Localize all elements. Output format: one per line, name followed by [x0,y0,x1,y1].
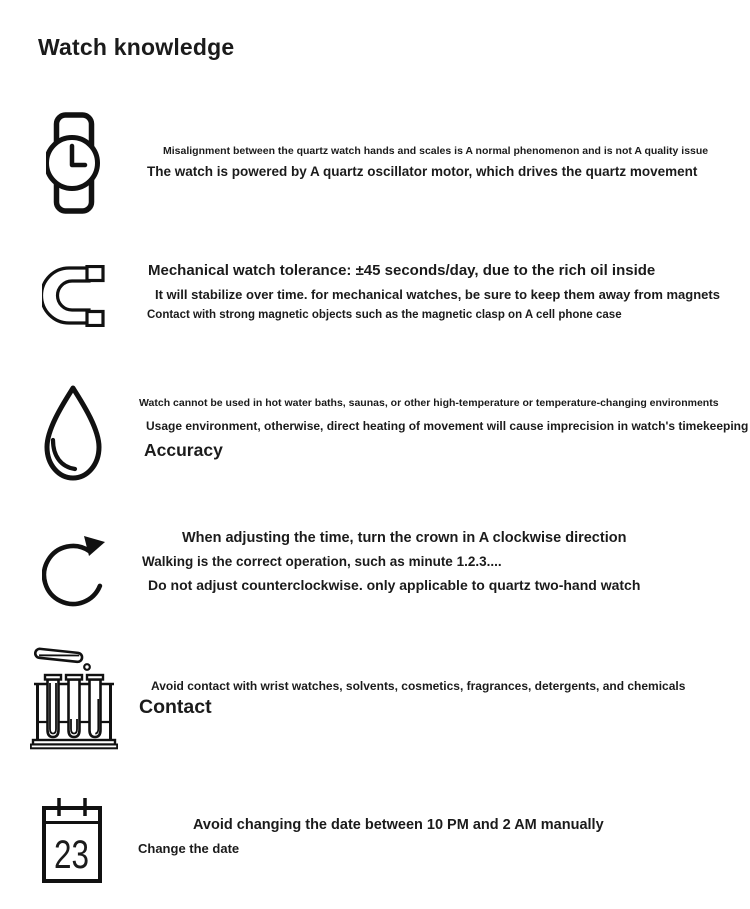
section-quartz-note: Misalignment between the quartz watch hands and scales is A normal phenomenon and is not A quality issue [163,145,709,157]
section-magnet-sub: It will stabilize over time. for mechanical watches, be sure to keep them away from magnets [155,287,720,302]
section-temperature-sub: Usage environment, otherwise, direct heating of movement will cause imprecision in watch's timekeeping [146,419,749,433]
test-tubes-icon [30,644,118,750]
section-magnet-main: Mechanical watch tolerance: ±45 seconds/day, due to the rich oil inside [148,262,656,279]
clockwise-rotation-icon [42,527,110,615]
calendar-day-number: 23 [54,833,89,877]
section-crown-main: When adjusting the time, turn the crown in A clockwise direction [182,530,627,546]
calendar-icon [40,795,104,884]
water-drop-icon [40,384,106,484]
section-quartz-main: The watch is powered by A quartz oscillator motor, which drives the quartz movement [147,164,698,179]
section-magnet-note: Contact with strong magnetic objects such as the magnetic clasp on A cell phone case [147,309,622,321]
section-date-main: Avoid changing the date between 10 PM and 2 AM manually [193,817,604,833]
section-chemicals-note: Avoid contact with wrist watches, solvents, cosmetics, fragrances, detergents, and chemicals [151,679,686,693]
section-temperature-note: Watch cannot be used in hot water baths, saunas, or other high-temperature or temperature-changing environments [139,397,719,409]
section-crown-sub: Walking is the correct operation, such as minute 1.2.3.... [142,554,502,569]
watch-icon [46,112,102,214]
magnet-icon [42,265,106,327]
page-title: Watch knowledge [38,34,235,60]
section-date-sub: Change the date [138,841,240,856]
section-contact-heading: Contact [139,696,212,718]
section-accuracy-heading: Accuracy [144,440,223,460]
section-crown-note: Do not adjust counterclockwise. only applicable to quartz two-hand watch [148,577,641,593]
